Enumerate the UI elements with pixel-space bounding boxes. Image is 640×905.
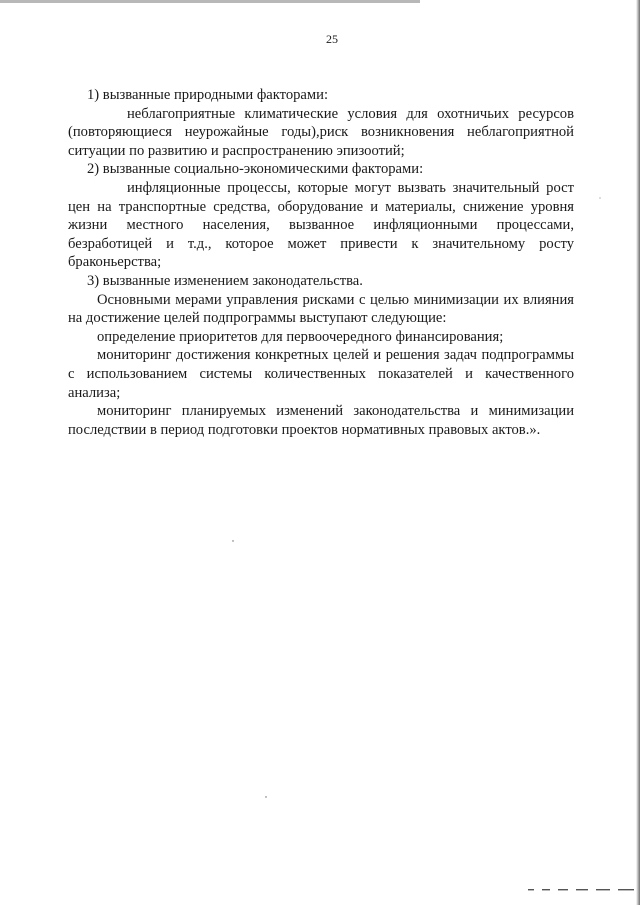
paragraph-risk-measures: Основными мерами управления рисками с целью минимизации их влияния на достижение целей подпрограммы выступают следующие:: [68, 291, 574, 327]
paragraph-climate-conditions: неблагоприятные климатические условия для охотничьих ресурсов (повторяющиеся неурожайные годы),риск возникновения неблагоприятной ситуации по развитию и распространению эпизоотий;: [68, 105, 574, 159]
list-item-natural-factors: 1) вызванные природными факторами:: [87, 87, 329, 103]
paragraph-monitoring-legislation: мониторинг планируемых изменений законодательства и минимизации последствии в период подготовки проектов нормативных правовых актов.».: [68, 403, 574, 438]
scan-top-edge: [0, 0, 420, 3]
scan-bottom-marks: [528, 888, 638, 892]
paragraph-monitoring-goals: мониторинг достижения конкретных целей и решения задач подпрограммы с использованием системы количественных показателей и качественного анализа;: [68, 347, 574, 401]
document-body: [68, 86, 574, 439]
list-item-socio-economic-factors: 2) вызванные социально-экономическими факторами:: [87, 161, 424, 178]
page-number: 25: [326, 32, 338, 46]
paragraph-priorities: определение приоритетов для первоочередного финансирования;: [97, 328, 504, 345]
paragraph-inflation: инфляционные процессы, которые могут вызвать значительный рост цен на транспортные средства, оборудование и материалы, снижение уровня жизни местного населения, вызванное инфляционными процессами, безработицей и т.д., которое может привести к значительному росту браконьерства;: [68, 179, 574, 271]
scan-right-shadow: [636, 0, 640, 905]
list-item-legislation-changes: 3) вызванные изменением законодательства.: [87, 272, 363, 289]
